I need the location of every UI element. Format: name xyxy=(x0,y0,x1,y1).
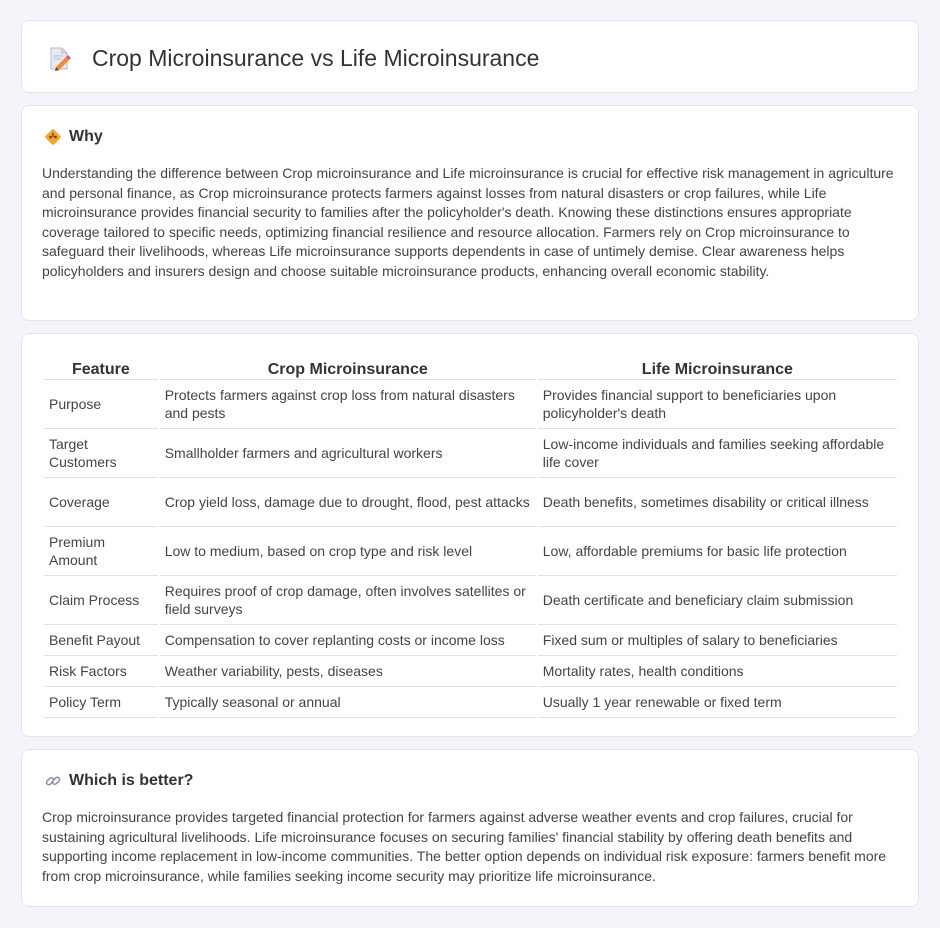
table-row xyxy=(44,625,897,656)
feature-cell: Benefit Payout xyxy=(44,625,158,656)
feature-cell: Purpose xyxy=(44,380,158,429)
comparison-section xyxy=(21,333,919,737)
comparison-table xyxy=(42,356,899,718)
life-cell: Low-income individuals and families seeking affordable life cover xyxy=(538,429,897,478)
crop-cell: Requires proof of crop damage, often involves satellites or field surveys xyxy=(160,576,536,625)
life-cell: Mortality rates, health conditions xyxy=(538,656,897,687)
table-header-row xyxy=(44,356,897,380)
better-title: Which is better? xyxy=(69,772,194,789)
crop-cell: Weather variability, pests, diseases xyxy=(160,656,536,687)
crop-cell: Low to medium, based on crop type and risk level xyxy=(160,527,536,576)
why-header xyxy=(44,128,103,146)
title-card xyxy=(21,20,919,93)
table-row xyxy=(44,527,897,576)
better-header xyxy=(44,772,193,790)
header-life: Life Microinsurance xyxy=(538,356,897,380)
feature-cell: Claim Process xyxy=(44,576,158,625)
feature-cell: Coverage xyxy=(44,478,158,527)
table-row xyxy=(44,687,897,718)
table-row xyxy=(44,656,897,687)
diamond-warning-icon xyxy=(44,128,62,146)
feature-cell: Premium Amount xyxy=(44,527,158,576)
feature-cell: Target Customers xyxy=(44,429,158,478)
feature-cell: Risk Factors xyxy=(44,656,158,687)
why-section xyxy=(21,105,919,321)
why-title: Why xyxy=(69,128,103,145)
table-row xyxy=(44,380,897,429)
crop-cell: Crop yield loss, damage due to drought, flood, pest attacks xyxy=(160,478,536,527)
life-cell: Fixed sum or multiples of salary to beneficiaries xyxy=(538,625,897,656)
header-feature: Feature xyxy=(44,356,158,380)
table-row xyxy=(44,478,897,527)
better-section xyxy=(21,749,919,907)
page-title: Crop Microinsurance vs Life Microinsurance xyxy=(92,45,540,71)
feature-cell: Policy Term xyxy=(44,687,158,718)
life-cell: Low, affordable premiums for basic life protection xyxy=(538,527,897,576)
better-text: Crop microinsurance provides targeted financial protection for farmers against adverse weather events and crop failures, crucial for sustaining agricultural livelihoods. Life microinsurance focuses on securing families' financial stability by offering death benefits and supporting income replacement in low-income communities. The better option depends on individual risk exposure: farmers benefit more from crop microinsurance, while families seeking income security may prioritize life microinsurance. xyxy=(42,809,887,884)
why-text: Understanding the difference between Crop microinsurance and Life microinsurance is crucial for effective risk management in agriculture and personal finance, as Crop microinsurance protects farmers against losses from natural disasters or crop failures, while Life microinsurance provides financial security to families after the policyholder's death. Knowing these distinctions ensures appropriate coverage tailored to specific needs, optimizing financial resilience and resource allocation. Farmers rely on Crop microinsurance to safeguard their livelihoods, whereas Life microinsurance supports dependents in case of untimely demise. Clear awareness helps policyholders and insurers design and choose suitable microinsurance products, enhancing overall economic stability. xyxy=(42,165,894,279)
life-cell: Death benefits, sometimes disability or critical illness xyxy=(538,478,897,527)
crop-cell: Protects farmers against crop loss from natural disasters and pests xyxy=(160,380,536,429)
life-cell: Provides financial support to beneficiaries upon policyholder's death xyxy=(538,380,897,429)
crop-cell: Smallholder farmers and agricultural workers xyxy=(160,429,536,478)
crop-cell: Typically seasonal or annual xyxy=(160,687,536,718)
link-icon xyxy=(44,772,62,790)
header-crop: Crop Microinsurance xyxy=(160,356,536,380)
life-cell: Death certificate and beneficiary claim submission xyxy=(538,576,897,625)
life-cell: Usually 1 year renewable or fixed term xyxy=(538,687,897,718)
title-row xyxy=(46,45,539,72)
document-pencil-icon xyxy=(46,46,72,72)
table-row xyxy=(44,576,897,625)
crop-cell: Compensation to cover replanting costs or income loss xyxy=(160,625,536,656)
table-row xyxy=(44,429,897,478)
